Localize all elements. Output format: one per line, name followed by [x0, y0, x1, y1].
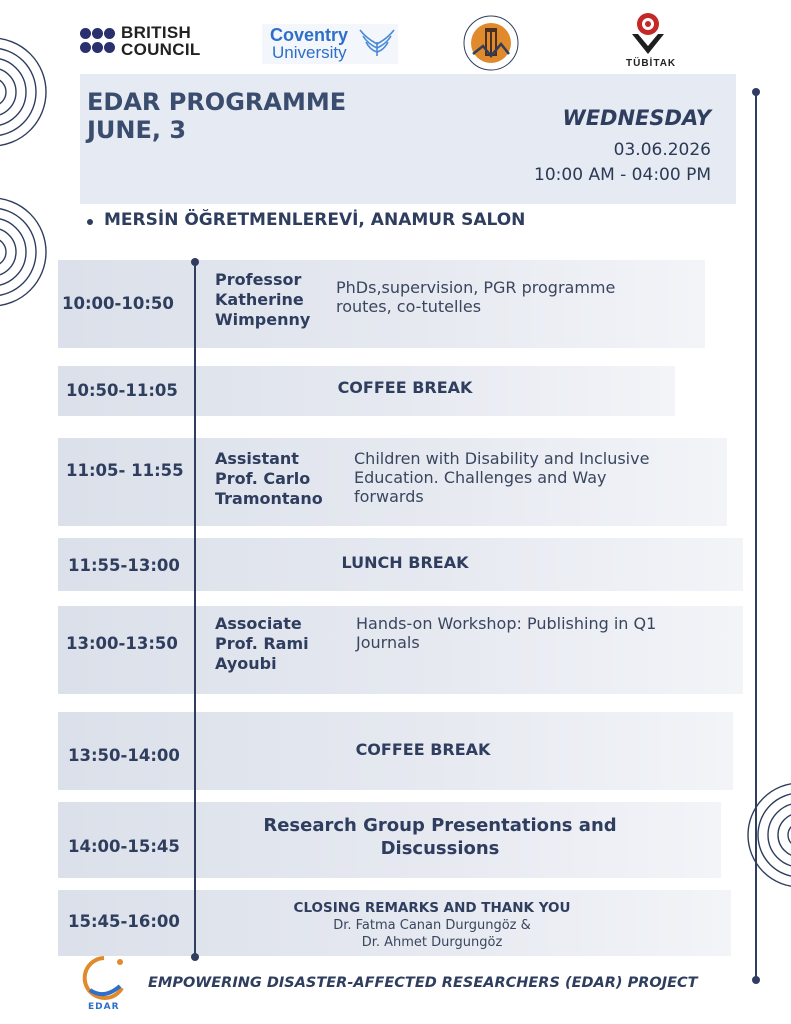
session-time: 14:00-15:45 — [68, 837, 180, 856]
coventry-phoenix-icon — [358, 28, 396, 60]
decorative-circles-right — [730, 780, 791, 890]
session-description: PhDs,supervision, PGR programme routes, co-tutelles — [336, 278, 616, 316]
coventry-logo-line1: Coventry — [270, 25, 349, 45]
session-description: Children with Disability and Inclusive Education. Challenges and Way forwards — [354, 449, 650, 506]
edar-logo-text: EDAR — [88, 1002, 120, 1012]
session-time: 11:05- 11:55 — [66, 461, 184, 480]
british-council-logo: BRITISH COUNCIL — [121, 23, 201, 59]
coventry-logo-line2: University — [272, 43, 347, 62]
event-day: WEDNESDAY — [562, 106, 711, 130]
timeline-line — [194, 262, 196, 957]
footer-project-title: EMPOWERING DISASTER-AFFECTED RESEARCHERS (EDAR) PROJECT — [148, 975, 698, 991]
session-title: Research Group Presentations and Discussions — [263, 815, 617, 859]
event-hours: 10:00 AM - 04:00 PM — [534, 165, 711, 185]
closing-title: CLOSING REMARKS AND THANK YOU — [293, 900, 571, 916]
tubitak-logo-icon — [628, 10, 668, 56]
event-date: 03.06.2026 — [613, 140, 711, 160]
speaker-name: Professor Katherine Wimpenny — [215, 270, 311, 329]
coffee-break-label: COFFEE BREAK — [355, 740, 491, 759]
session-time: 13:50-14:00 — [68, 746, 180, 765]
british-council-logo-icon — [80, 26, 116, 56]
session-time: 10:50-11:05 — [66, 381, 178, 400]
speaker-name: Associate Prof. Rami Ayoubi — [215, 614, 309, 673]
timeline-dot — [191, 258, 199, 266]
tubitak-logo-text: TÜBİTAK — [626, 58, 677, 69]
venue-bullet-icon — [87, 219, 93, 225]
session-time: 13:00-13:50 — [66, 634, 178, 653]
coffee-break-label: COFFEE BREAK — [337, 378, 473, 397]
session-time: 15:45-16:00 — [68, 912, 180, 931]
session-time: 10:00-10:50 — [62, 294, 174, 313]
closing-speakers: Dr. Fatma Canan Durgungöz & Dr. Ahmet Durgungöz — [333, 918, 531, 950]
session-description: Hands-on Workshop: Publishing in Q1 Journals — [356, 614, 657, 652]
right-border-line — [755, 92, 757, 980]
speaker-name: Assistant Prof. Carlo Tramontano — [215, 449, 323, 508]
right-line-dot — [752, 976, 760, 984]
lunch-break-label: LUNCH BREAK — [341, 553, 469, 572]
page-title: EDAR PROGRAMME JUNE, 3 — [87, 88, 347, 144]
timeline-dot — [191, 953, 199, 961]
session-time: 11:55-13:00 — [68, 556, 180, 575]
decorative-circles-left — [0, 30, 60, 310]
mersin-university-logo-icon — [461, 14, 521, 72]
right-line-dot — [752, 88, 760, 96]
venue: MERSİN ÖĞRETMENLEREVİ, ANAMUR SALON — [104, 210, 526, 230]
